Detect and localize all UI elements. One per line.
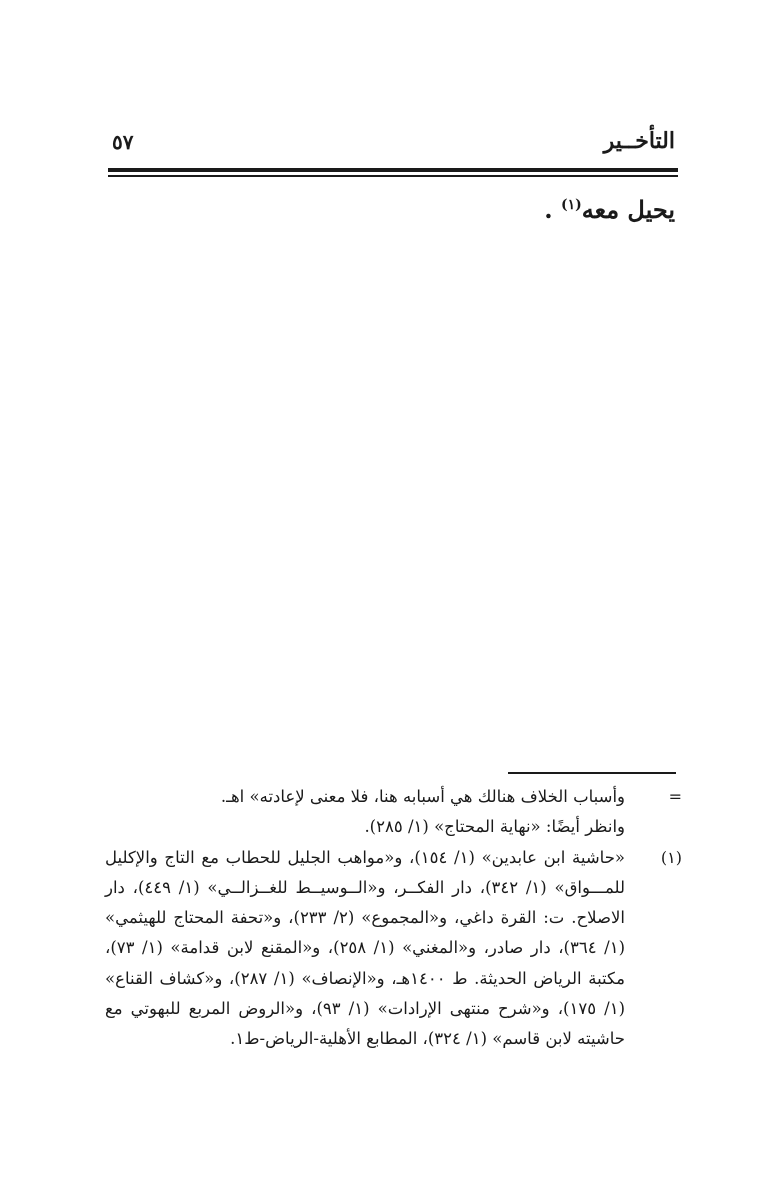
footnote-line-text: وانظر أيضًا: «نهاية المحتاج» (١/ ٢٨٥). bbox=[364, 817, 625, 837]
footnote-line bbox=[105, 994, 680, 1024]
footnote-reference: (١) bbox=[560, 197, 582, 213]
footnote-line-text: حاشيته لابن قاسم» (١/ ٣٢٤)، المطابع الأهلية-الرياض-ط١. bbox=[230, 1029, 625, 1049]
running-title: التأخــير bbox=[603, 128, 675, 154]
body-text: يحيل معه bbox=[581, 195, 675, 224]
footnote-line bbox=[105, 903, 680, 933]
body-period: . bbox=[544, 195, 561, 224]
footnote-line-text: الاصلاح. ت: القرة داغي، و«المجموع» (٢/ ٢٣٣)، و«تحفة المحتاج للهيثمي» bbox=[105, 908, 625, 928]
footnote-line-text: وأسباب الخلاف هنالك هي أسبابه هنا، فلا معنى لإعادته» اهـ. bbox=[220, 787, 625, 806]
footnote-line-text: مكتبة الرياض الحديثة. ط ١٤٠٠هـ، و«الإنصاف» (١/ ٢٨٧)، و«كشاف القناع» bbox=[105, 968, 625, 988]
body-paragraph bbox=[544, 195, 675, 224]
footnote-line bbox=[105, 812, 680, 842]
footnote-line-text: (١/ ١٧٥)، و«شرح منتهى الإرادات» (١/ ٩٣)، و«الروض المربع للبهوتي مع bbox=[105, 999, 625, 1019]
header-rule-thick bbox=[108, 168, 678, 172]
page-number: ٥٧ bbox=[112, 130, 134, 154]
footnote-marker: (١) bbox=[660, 847, 682, 867]
footnote-line bbox=[105, 782, 680, 812]
continuation-marker: = bbox=[668, 787, 682, 806]
footnote-line bbox=[105, 933, 680, 963]
footnote-line-text: (١/ ٣٦٤)، دار صادر، و«المغني» (١/ ٢٥٨)، و«المقنع لابن قدامة» (١/ ٧٣)، bbox=[105, 938, 625, 958]
footnote-line-text: «حاشية ابن عابدين» (١/ ١٥٤)، و«مواهب الجليل للحطاب مع التاج والإكليل bbox=[105, 847, 625, 867]
footnote-line bbox=[105, 873, 680, 903]
header-rule-thin bbox=[108, 175, 678, 177]
footnote-line bbox=[105, 843, 680, 873]
footnote-line bbox=[105, 1024, 680, 1054]
footnote-separator bbox=[508, 772, 676, 774]
footnote-line-text: للمـــواق» (١/ ٣٤٢)، دار الفكــر، و«الــوسيــط للغــزالــي» (١/ ٤٤٩)، دار bbox=[105, 877, 626, 897]
footnotes-block bbox=[105, 782, 680, 1055]
footnote-line bbox=[105, 964, 680, 994]
